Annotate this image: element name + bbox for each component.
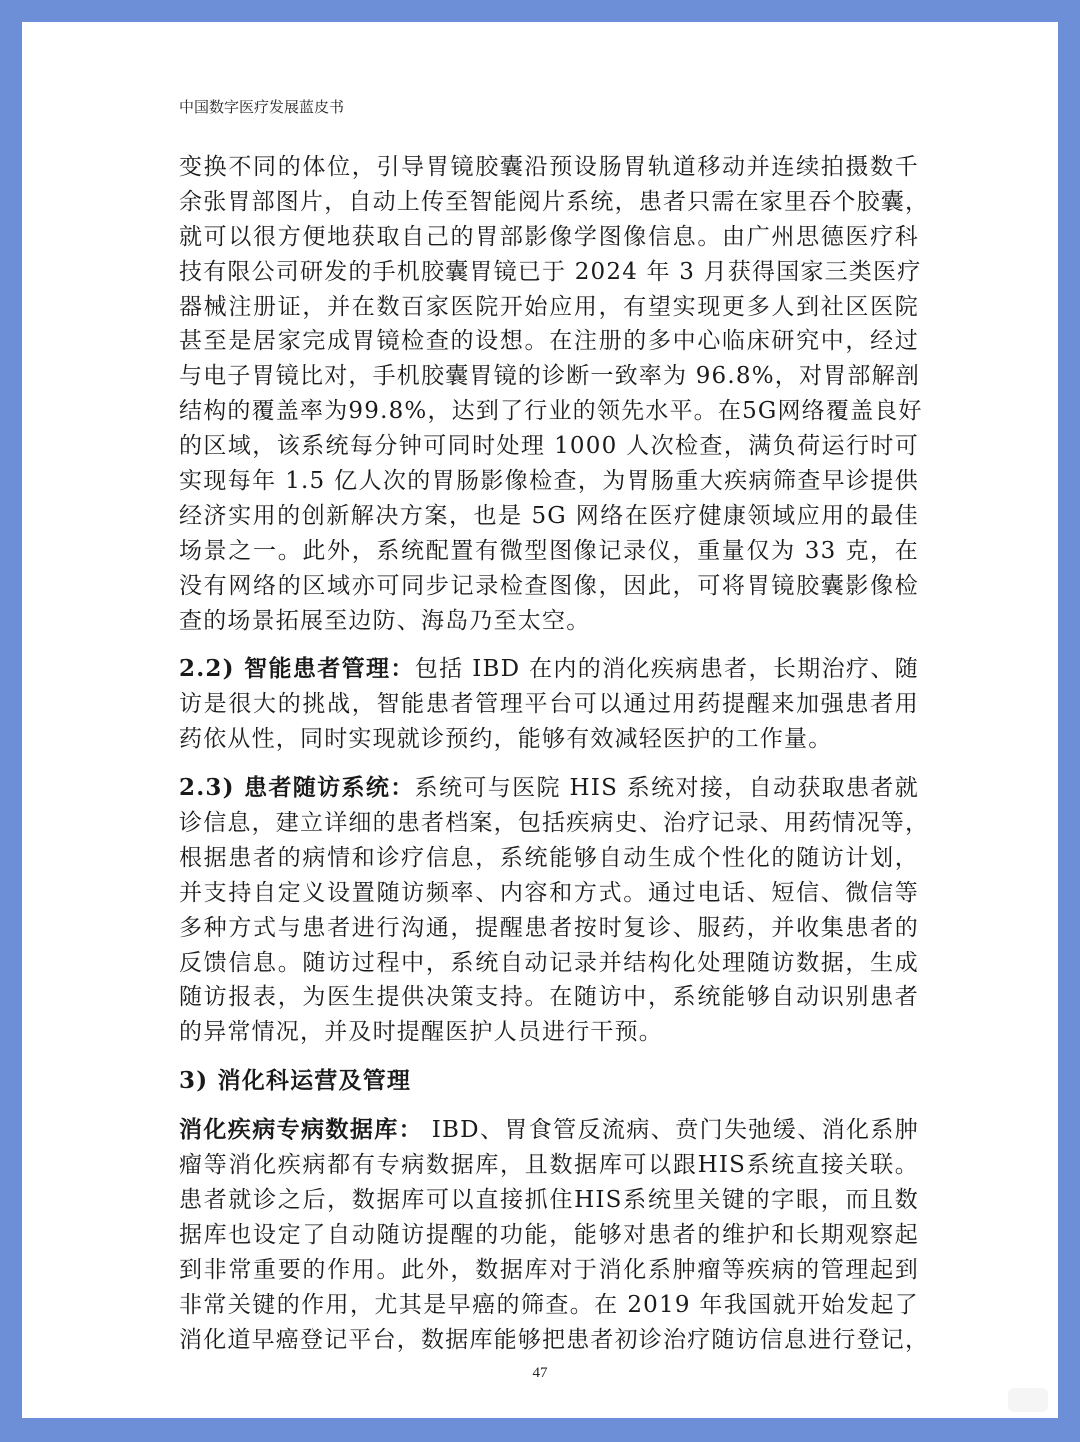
text-line: 结构的覆盖率为99.8%，达到了行业的领先水平。在5G网络覆盖良好 — [179, 398, 923, 425]
text-line: 器械注册证，并在数百家医院开始应用，有望实现更多人到社区医院 — [179, 293, 919, 320]
text-line: 没有网络的区域亦可同步记录检查图像，因此，可将胃镜胶囊影像检 — [179, 572, 919, 599]
paragraph-disease-database — [179, 1113, 930, 1357]
body-text — [179, 150, 930, 1357]
text-line: 到非常重要的作用。此外，数据库对于消化系肿瘤等疾病的管理起到 — [179, 1256, 919, 1283]
text-line: 查的场景拓展至边防、海岛乃至太空。 — [179, 607, 591, 634]
text-line: 消化道早癌登记平台，数据库能够把患者初诊治疗随访信息进行登记， — [179, 1326, 930, 1353]
paragraph-followup-system — [179, 771, 930, 1050]
text-line: 甚至是居家完成胃镜检查的设想。在注册的多中心临床研究中，经过 — [179, 328, 919, 355]
section-heading: 3) 消化科运营及管理 — [179, 1067, 412, 1095]
text-line: 药依从性，同时实现就诊预约，能够有效减轻医护的工作量。 — [179, 726, 833, 753]
page-number: 47 — [532, 1365, 548, 1381]
text-line: 余张胃部图片，自动上传至智能阅片系统，患者只需在家里吞个胶囊， — [179, 188, 930, 215]
text-line: 据库也设定了自动随访提醒的功能，能够对患者的维护和长期观察起 — [179, 1221, 919, 1248]
text-line: 瘤等消化疾病都有专病数据库，且数据库可以跟HIS系统直接关联。 — [179, 1152, 919, 1179]
text-line: 实现每年 1.5 亿人次的胃肠影像检查，为胃肠重大疾病筛查早诊提供 — [179, 468, 919, 495]
running-header: 中国数字医疗发展蓝皮书 — [179, 100, 345, 116]
text-line: 的区域，该系统每分钟可同时处理 1000 人次检查，满负荷运行时可 — [179, 433, 919, 460]
paragraph-smart-patient-management — [179, 652, 919, 757]
text-line: 反馈信息。随访过程中，系统自动记录并结构化处理随访数据，生成 — [179, 949, 919, 976]
text-fragment: IBD、胃食管反流病、贲门失弛缓、消化系肿 — [423, 1117, 920, 1144]
text-line: 患者就诊之后，数据库可以直接抓住HIS系统里关键的字眼，而且数 — [179, 1186, 919, 1213]
text-line: 就可以很方便地获取自己的胃部影像学图像信息。由广州思德医疗科 — [179, 223, 919, 250]
section-label: 2.3) 患者随访系统： — [179, 774, 415, 802]
text-line: 诊信息，建立详细的患者档案，包括疾病史、治疗记录、用药情况等， — [179, 810, 930, 837]
text-line: 场景之一。此外，系统配置有微型图像记录仪，重量仅为 33 克，在 — [179, 537, 919, 564]
text-line — [179, 1113, 919, 1148]
text-line: 并支持自定义设置随访频率、内容和方式。通过电话、短信、微信等 — [179, 879, 919, 906]
section-label: 2.2) 智能患者管理： — [179, 655, 415, 683]
text-fragment: 系统可与医院 HIS 系统对接，自动获取患者就 — [414, 775, 919, 802]
text-line: 经济实用的创新解决方案，也是 5G 网络在医疗健康领域应用的最佳 — [179, 502, 919, 529]
text-line: 与电子胃镜比对，手机胶囊胃镜的诊断一致率为 96.8%，对胃部解剖 — [179, 363, 920, 390]
text-line: 访是很大的挑战，智能患者管理平台可以通过用药提醒来加强患者用 — [179, 691, 919, 718]
text-fragment: 包括 IBD 在内的消化疾病患者，长期治疗、随 — [414, 656, 919, 683]
text-line: 变换不同的体位，引导胃镜胶囊沿预设肠胃轨道移动并连续拍摄数千 — [179, 154, 919, 180]
paragraph-capsule-gastroscope — [179, 150, 930, 638]
document-page — [22, 22, 1058, 1418]
watermark-badge — [1008, 1388, 1048, 1412]
text-line — [179, 771, 919, 806]
text-line: 随访报表，为医生提供决策支持。在随访中，系统能够自动识别患者 — [179, 984, 919, 1011]
text-line: 多种方式与患者进行沟通，提醒患者按时复诊、服药，并收集患者的 — [179, 914, 919, 941]
text-line: 技有限公司研发的手机胶囊胃镜已于 2024 年 3 月获得国家三类医疗 — [179, 258, 922, 285]
section-label: 消化疾病专病数据库： — [179, 1116, 424, 1144]
text-line — [179, 652, 919, 687]
text-line: 非常关键的作用，尤其是早癌的筛查。在 2019 年我国就开始发起了 — [179, 1291, 919, 1318]
text-line: 的异常情况，并及时提醒医护人员进行干预。 — [179, 1019, 663, 1046]
text-line: 根据患者的病情和诊疗信息，系统能够自动生成个性化的随访计划， — [179, 844, 919, 871]
